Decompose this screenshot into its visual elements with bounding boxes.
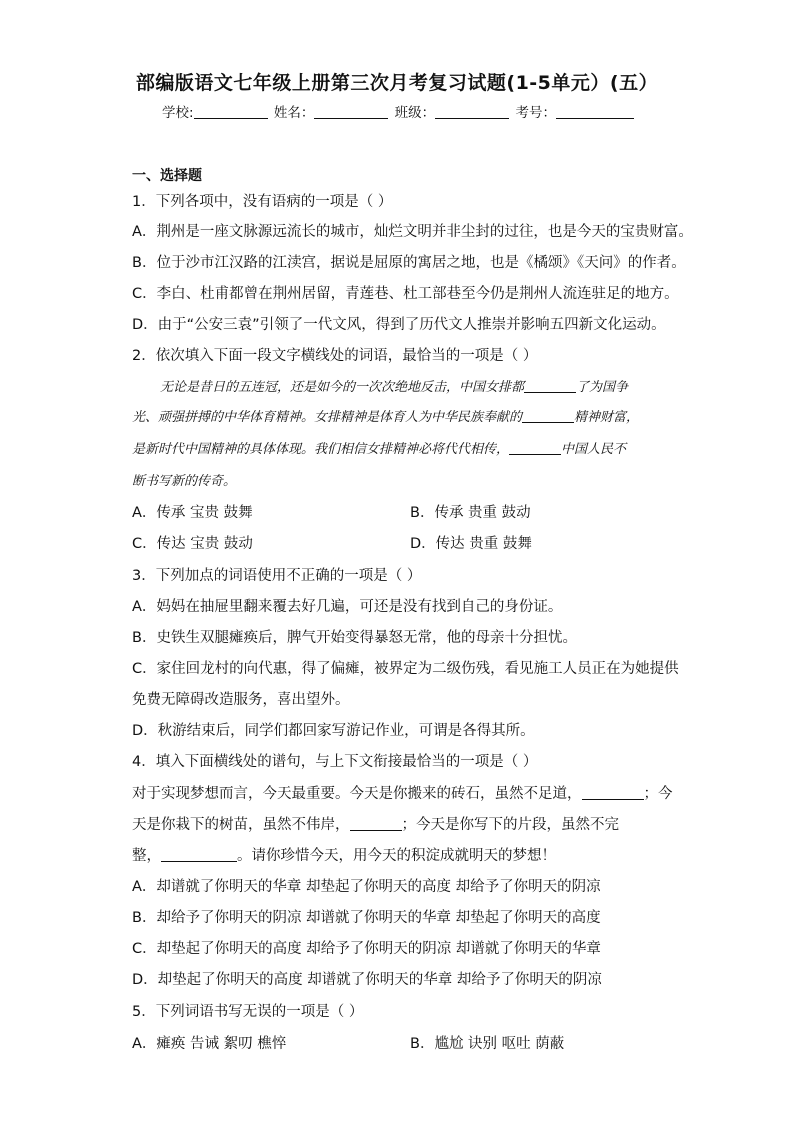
q2-option-b: B．传承 贵重 鼓动 — [410, 505, 531, 521]
q3-option-b: B．史铁生双腿瘫痪后，脾气开始变得暴怒无常，他的母亲十分担忧。 — [132, 630, 577, 646]
q2-passage-line-3 — [132, 440, 662, 460]
q2-passage-line-1 — [160, 378, 690, 398]
exam-number-blank[interactable] — [556, 104, 634, 119]
answer-blank[interactable] — [161, 847, 237, 862]
answer-blank[interactable] — [509, 440, 561, 455]
q4-option-d: D．却垫起了你明天的高度 却谱就了你明天的华章 却给予了你明天的阴凉 — [132, 972, 602, 988]
q4-text-line-1 — [132, 784, 673, 804]
school-label: 学校: — [162, 105, 194, 121]
q3-option-c-continued: 免费无障碍改造服务，喜出望外。 — [132, 692, 350, 708]
q5-stem: 5．下列词语书写无误的一项是（ ） — [132, 1004, 364, 1020]
q4-option-b: B．却给予了你明天的阴凉 却谱就了你明天的华章 却垫起了你明天的高度 — [132, 910, 601, 926]
school-blank[interactable] — [194, 104, 268, 119]
q2-stem: 2．依次填入下面一段文字横线处的词语，最恰当的一项是（ ） — [132, 348, 538, 364]
student-info-row — [0, 101, 794, 121]
q4-text-line-2 — [132, 815, 619, 835]
q4-text: ；今 — [643, 786, 673, 802]
q1-option-a: A．荆州是一座文脉源远流长的城市，灿烂文明并非尘封的过往，也是今天的宝贵财富。 — [132, 224, 693, 240]
section-heading: 一、选择题 — [132, 168, 202, 184]
q3-option-d: D．秋游结束后，同学们都回家写游记作业，可谓是各得其所。 — [132, 723, 535, 739]
q3-stem: 3．下列加点的词语使用不正确的一项是（ ） — [132, 568, 422, 584]
answer-blank[interactable] — [522, 408, 574, 423]
name-blank[interactable] — [314, 104, 388, 119]
q5-option-a: A．瘫痪 告诫 絮叨 樵悴 — [132, 1036, 287, 1052]
q4-text-line-3 — [132, 846, 556, 866]
q1-option-b: B．位于沙市江汉路的江渎宫，据说是屈原的寓居之地，也是《橘颂》《天问》的作者。 — [132, 255, 686, 271]
page-title: 部编版语文七年级上册第三次月考复习试题(1-5单元）(五） — [135, 72, 659, 94]
q4-text: 。请你珍惜今天，用今天的积淀成就明天的梦想！ — [237, 848, 556, 864]
passage-text: 无论是昔日的五连冠，还是如今的一次次绝地反击，中国女排都 — [160, 380, 525, 395]
answer-blank[interactable] — [582, 785, 644, 800]
q1-stem: 1．下列各项中，没有语病的一项是（ ） — [132, 194, 393, 210]
answer-blank[interactable] — [350, 816, 402, 831]
passage-text: 是新时代中国精神的具体体现。我们相信女排精神必将代代相传， — [132, 442, 510, 457]
q4-text: ；今天是你写下的片段，虽然不完 — [401, 817, 619, 833]
q4-text: 天是你栽下的树苗，虽然不伟岸， — [132, 817, 350, 833]
q5-option-b: B．尴尬 诀别 呕吐 荫蔽 — [410, 1036, 565, 1052]
q2-option-a: A．传承 宝贵 鼓舞 — [132, 505, 253, 521]
q1-option-c: C．李白、杜甫都曾在荆州居留，青莲巷、杜工部巷至今仍是荆州人流连驻足的地方。 — [132, 286, 679, 302]
q4-stem: 4．填入下面横线处的谱句，与上下文衔接最恰当的一项是（ ） — [132, 754, 538, 770]
q4-text: 对于实现梦想而言，今天最重要。今天是你搬来的砖石，虽然不足道， — [132, 786, 582, 802]
q2-passage-line-2 — [132, 408, 662, 428]
q2-option-d: D．传达 贵重 鼓舞 — [410, 536, 532, 552]
q4-option-c: C．却垫起了你明天的高度 却给予了你明天的阴凉 却谱就了你明天的华章 — [132, 941, 601, 957]
passage-text: 中国人民不 — [561, 442, 627, 457]
class-blank[interactable] — [435, 104, 509, 119]
q4-option-a: A．却谱就了你明天的华章 却垫起了你明天的高度 却给予了你明天的阴凉 — [132, 879, 601, 895]
q2-passage-line-4: 断书写新的传奇。 — [132, 474, 237, 489]
exam-number-label: 考号： — [515, 105, 556, 121]
q2-option-c: C．传达 宝贵 鼓动 — [132, 536, 253, 552]
passage-text: 了为国争 — [576, 380, 629, 395]
passage-text: 光、顽强拼搏的中华体育精神。女排精神是体育人为中华民族奉献的 — [132, 410, 523, 425]
class-label: 班级： — [394, 105, 436, 121]
name-label: 姓名： — [273, 105, 315, 121]
q1-option-d: D．由于“公安三袁”引领了一代文风，得到了历代文人推崇并影响五四新文化运动。 — [132, 317, 666, 333]
answer-blank[interactable] — [524, 378, 576, 393]
q3-option-a: A．妈妈在抽屉里翻来覆去好几遍，可还是没有找到自己的身份证。 — [132, 599, 563, 615]
q4-text: 整， — [132, 848, 161, 864]
passage-text: 精神财富， — [574, 410, 640, 425]
q3-option-c: C．家住回龙村的向代惠，得了偏瘫，被界定为二级伤残，看见施工人员正在为她提供 — [132, 661, 679, 677]
